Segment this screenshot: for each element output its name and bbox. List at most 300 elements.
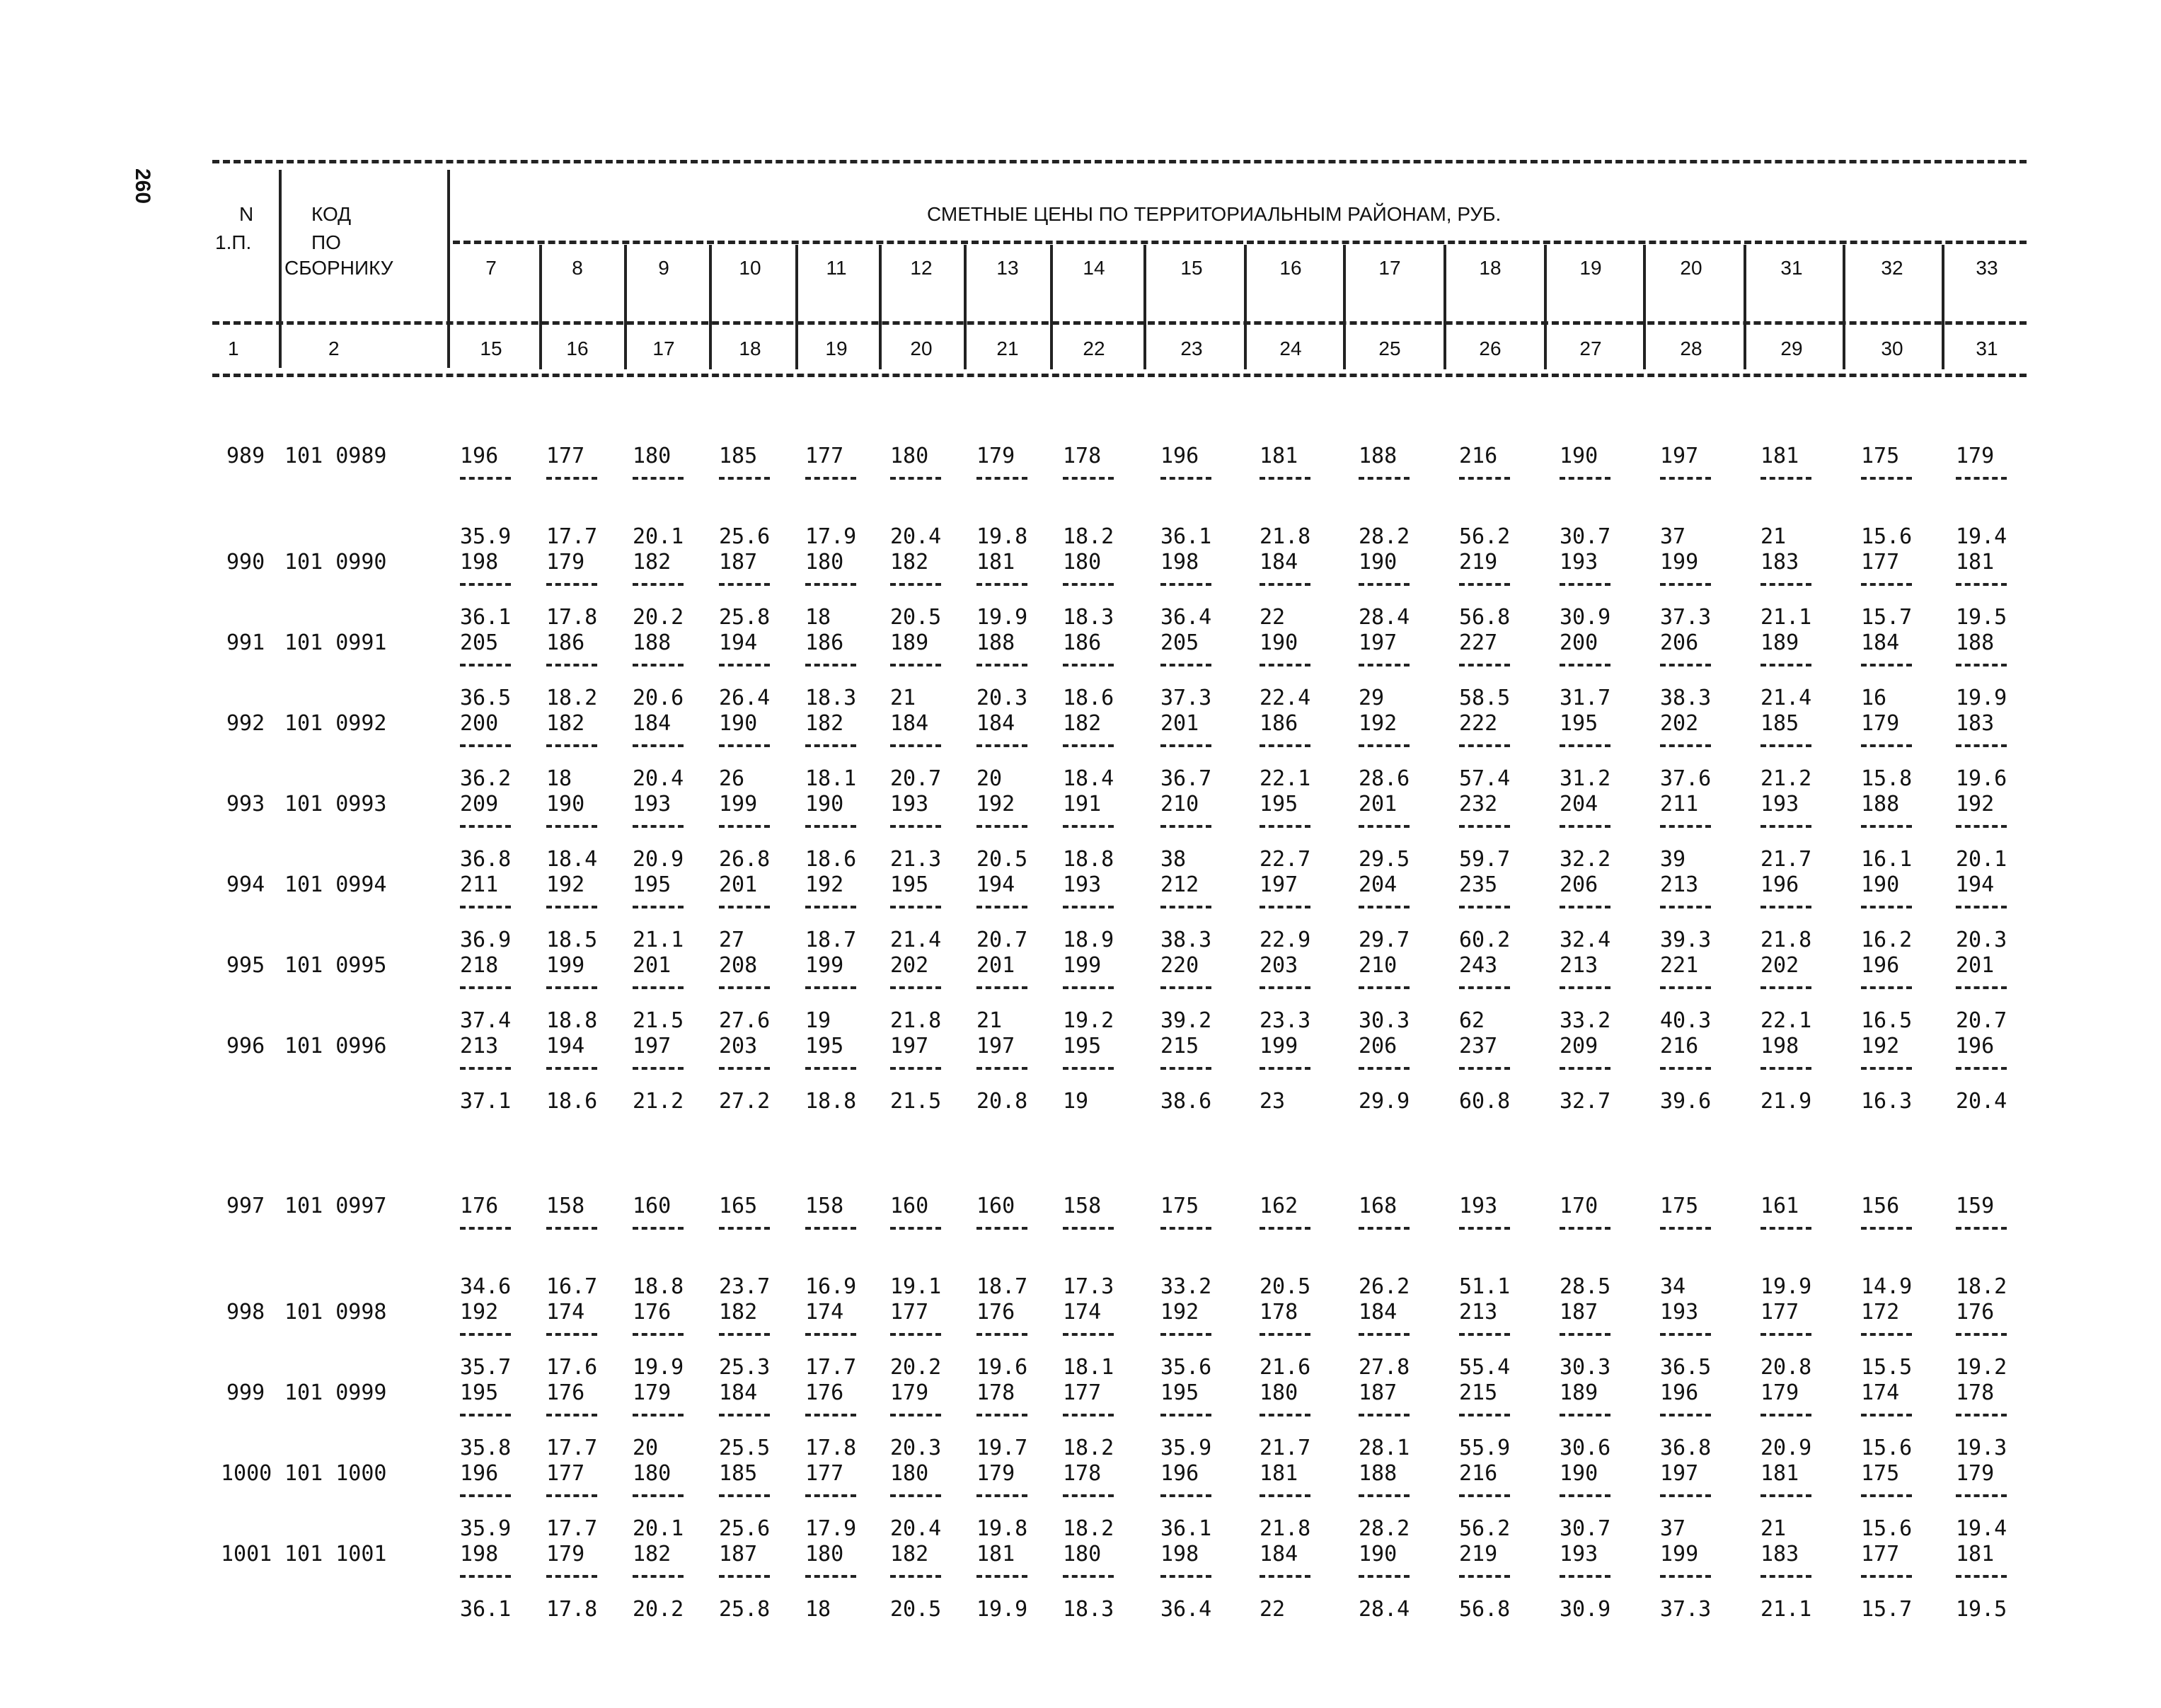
fraction-bar — [546, 986, 597, 989]
fraction-bar — [1063, 1414, 1114, 1416]
header-index-number: 17 — [652, 337, 675, 359]
fraction-bar — [1660, 986, 1711, 989]
fraction-bar — [1459, 1227, 1510, 1230]
fraction-value: 21.8 — [1761, 928, 1812, 952]
price-value: 174 — [1861, 1380, 1900, 1405]
fraction-value: 34 — [1660, 1274, 1686, 1299]
fraction-value: 39 — [1660, 847, 1686, 872]
fraction-bar — [976, 1494, 1027, 1497]
fraction-bar — [719, 1227, 770, 1230]
header-index-rule — [212, 321, 2027, 325]
price-value: 195 — [805, 1034, 844, 1058]
fraction-bar — [1861, 1333, 1912, 1336]
price-value: 183 — [1761, 550, 1799, 575]
fraction-value: 55.9 — [1459, 1436, 1511, 1460]
fraction-value: 21.7 — [1260, 1436, 1311, 1460]
fraction-bar — [719, 1333, 770, 1336]
fraction-value: 40.3 — [1660, 1008, 1712, 1033]
price-value: 197 — [1260, 872, 1298, 897]
price-value: 179 — [1956, 1461, 1995, 1486]
fraction-bar — [890, 1494, 941, 1497]
row-number: 992 — [226, 711, 265, 736]
header-column-divider — [1643, 245, 1646, 369]
fraction-value: 20.2 — [633, 605, 684, 630]
fraction-bar — [1260, 1575, 1310, 1578]
fraction-bar — [1761, 1414, 1811, 1416]
price-value: 216 — [1660, 1034, 1699, 1058]
price-value: 189 — [1560, 1380, 1598, 1405]
price-value: 188 — [1861, 792, 1900, 817]
fraction-bar — [460, 1575, 511, 1578]
price-value: 199 — [546, 953, 585, 978]
fraction-bar — [1359, 1414, 1410, 1416]
fraction-value: 25.8 — [719, 1597, 771, 1622]
price-value: 158 — [1063, 1194, 1102, 1218]
row-code: 101 0996 — [284, 1034, 387, 1058]
price-value: 181 — [1761, 444, 1799, 468]
fraction-value: 31.7 — [1560, 686, 1611, 710]
fraction-value: 20.3 — [976, 686, 1028, 710]
fraction-value: 18.2 — [1063, 524, 1114, 549]
fraction-bar — [805, 664, 856, 667]
fraction-value: 18.2 — [1063, 1516, 1114, 1541]
header-top-rule — [212, 160, 2027, 163]
fraction-bar — [633, 906, 684, 908]
fraction-bar — [1359, 906, 1410, 908]
fraction-bar — [1761, 477, 1811, 480]
price-value: 187 — [719, 1542, 758, 1566]
price-value: 193 — [1761, 792, 1799, 817]
fraction-value: 19.7 — [976, 1436, 1028, 1460]
fraction-bar — [1660, 1575, 1711, 1578]
fraction-bar — [1359, 744, 1410, 747]
fraction-bar — [1861, 906, 1912, 908]
fraction-value: 15.5 — [1861, 1355, 1913, 1380]
fraction-bar — [1956, 1333, 2007, 1336]
fraction-value: 17.7 — [805, 1355, 857, 1380]
fraction-bar — [976, 1575, 1027, 1578]
fraction-bar — [633, 583, 684, 586]
price-value: 179 — [546, 550, 585, 575]
fraction-bar — [805, 1414, 856, 1416]
fraction-bar — [1260, 1494, 1310, 1497]
price-value: 195 — [1063, 1034, 1102, 1058]
header-region-number: 10 — [739, 257, 761, 279]
fraction-bar — [633, 825, 684, 828]
fraction-bar — [1160, 744, 1211, 747]
fraction-bar — [1956, 906, 2007, 908]
header-index-number: 20 — [910, 337, 933, 359]
price-value: 177 — [1861, 550, 1900, 575]
fraction-bar — [633, 1227, 684, 1230]
fraction-value: 27.6 — [719, 1008, 771, 1033]
fraction-value: 20.2 — [633, 1597, 684, 1622]
fraction-bar — [890, 825, 941, 828]
fraction-bar — [805, 825, 856, 828]
price-value: 159 — [1956, 1194, 1995, 1218]
fraction-value: 27.2 — [719, 1089, 771, 1114]
row-code: 101 1001 — [284, 1542, 387, 1566]
fraction-bar — [1861, 1067, 1912, 1070]
fraction-bar — [1761, 583, 1811, 586]
header-column-divider — [964, 245, 967, 369]
fraction-value: 21.7 — [1761, 847, 1812, 872]
fraction-value: 15.6 — [1861, 1516, 1913, 1541]
fraction-bar — [1260, 583, 1310, 586]
fraction-value: 38 — [1160, 847, 1187, 872]
fraction-value: 20.9 — [1761, 1436, 1812, 1460]
price-value: 227 — [1459, 630, 1498, 655]
fraction-value: 16.2 — [1861, 928, 1913, 952]
price-value: 196 — [460, 1461, 499, 1486]
fraction-value: 18.6 — [1063, 686, 1114, 710]
fraction-value: 29.9 — [1359, 1089, 1410, 1114]
fraction-value: 20.7 — [1956, 1008, 2007, 1033]
page-number: 260 — [131, 168, 154, 204]
fraction-value: 18.2 — [1956, 1274, 2007, 1299]
fraction-bar — [1560, 1067, 1610, 1070]
price-value: 194 — [976, 872, 1015, 897]
fraction-value: 19.6 — [976, 1355, 1028, 1380]
price-value: 206 — [1560, 872, 1598, 897]
price-value: 185 — [1761, 711, 1799, 736]
fraction-value: 37.3 — [1660, 1597, 1712, 1622]
price-value: 186 — [546, 630, 585, 655]
fraction-bar — [1660, 477, 1711, 480]
price-value: 200 — [1560, 630, 1598, 655]
fraction-value: 35.9 — [1160, 1436, 1212, 1460]
fraction-value: 20.4 — [633, 766, 684, 791]
fraction-value: 17.9 — [805, 524, 857, 549]
price-value: 180 — [890, 444, 929, 468]
price-value: 176 — [1956, 1300, 1995, 1325]
price-value: 176 — [460, 1194, 499, 1218]
fraction-value: 20.4 — [1956, 1089, 2007, 1114]
fraction-bar — [976, 1414, 1027, 1416]
fraction-value: 29 — [1359, 686, 1385, 710]
fraction-bar — [1063, 1575, 1114, 1578]
fraction-value: 18.9 — [1063, 928, 1114, 952]
header-column-divider — [1942, 245, 1944, 369]
fraction-bar — [1861, 583, 1912, 586]
price-value: 197 — [1660, 1461, 1699, 1486]
price-value: 160 — [890, 1194, 929, 1218]
fraction-bar — [1459, 744, 1510, 747]
fraction-bar — [1761, 1494, 1811, 1497]
fraction-value: 19.5 — [1956, 605, 2007, 630]
fraction-bar — [460, 986, 511, 989]
fraction-value: 23.3 — [1260, 1008, 1311, 1033]
fraction-bar — [1063, 1067, 1114, 1070]
fraction-bar — [546, 1414, 597, 1416]
fraction-value: 36.4 — [1160, 1597, 1212, 1622]
header-index-number: 28 — [1680, 337, 1702, 359]
price-value: 180 — [805, 1542, 844, 1566]
price-value: 185 — [719, 1461, 758, 1486]
fraction-value: 62 — [1459, 1008, 1485, 1033]
fraction-value: 19.9 — [1956, 686, 2007, 710]
price-value: 204 — [1359, 872, 1398, 897]
fraction-value: 18.4 — [546, 847, 598, 872]
price-value: 175 — [1861, 1461, 1900, 1486]
fraction-value: 20.1 — [1956, 847, 2007, 872]
row-number: 990 — [226, 550, 265, 575]
row-number: 999 — [226, 1380, 265, 1405]
fraction-value: 18.5 — [546, 928, 598, 952]
price-value: 190 — [1359, 550, 1398, 575]
fraction-bar — [1861, 1575, 1912, 1578]
price-value: 205 — [460, 630, 499, 655]
fraction-bar — [890, 1575, 941, 1578]
price-value: 199 — [1660, 550, 1699, 575]
fraction-bar — [1160, 1575, 1211, 1578]
fraction-value: 19.8 — [976, 524, 1028, 549]
price-value: 179 — [976, 444, 1015, 468]
price-value: 210 — [1359, 953, 1398, 978]
header-region-number: 13 — [996, 257, 1019, 279]
fraction-value: 18.8 — [633, 1274, 684, 1299]
fraction-bar — [1160, 1067, 1211, 1070]
fraction-value: 17.8 — [546, 605, 598, 630]
price-value: 176 — [633, 1300, 672, 1325]
fraction-bar — [890, 986, 941, 989]
price-value: 198 — [1160, 550, 1199, 575]
fraction-bar — [1956, 986, 2007, 989]
row-code: 101 1000 — [284, 1461, 387, 1486]
price-value: 181 — [976, 550, 1015, 575]
row-number: 1000 — [221, 1461, 272, 1486]
price-value: 197 — [633, 1034, 672, 1058]
fraction-bar — [805, 477, 856, 480]
fraction-value: 18.6 — [805, 847, 857, 872]
price-value: 193 — [1660, 1300, 1699, 1325]
price-value: 182 — [719, 1300, 758, 1325]
price-value: 198 — [1160, 1542, 1199, 1566]
price-value: 184 — [1260, 1542, 1298, 1566]
fraction-value: 32.4 — [1560, 928, 1611, 952]
fraction-value: 39.2 — [1160, 1008, 1212, 1033]
price-value: 215 — [1160, 1034, 1199, 1058]
header-divider-kod — [447, 170, 450, 368]
fraction-bar — [1063, 906, 1114, 908]
price-value: 213 — [1459, 1300, 1498, 1325]
fraction-bar — [633, 664, 684, 667]
fraction-value: 21 — [976, 1008, 1003, 1033]
price-value: 176 — [805, 1380, 844, 1405]
fraction-value: 18 — [546, 766, 572, 791]
price-value: 209 — [460, 792, 499, 817]
fraction-value: 33.2 — [1560, 1008, 1611, 1033]
price-value: 185 — [719, 444, 758, 468]
fraction-bar — [546, 1575, 597, 1578]
price-value: 182 — [805, 711, 844, 736]
price-value: 184 — [890, 711, 929, 736]
price-value: 202 — [1761, 953, 1799, 978]
price-value: 193 — [890, 792, 929, 817]
price-value: 193 — [633, 792, 672, 817]
price-value: 182 — [633, 550, 672, 575]
fraction-value: 19.2 — [1956, 1355, 2007, 1380]
fraction-value: 18.3 — [805, 686, 857, 710]
price-value: 184 — [976, 711, 1015, 736]
fraction-bar — [546, 1494, 597, 1497]
header-col-kod: КОД — [311, 203, 352, 225]
fraction-value: 35.7 — [460, 1355, 512, 1380]
price-value: 179 — [546, 1542, 585, 1566]
price-value: 237 — [1459, 1034, 1498, 1058]
price-value: 180 — [1063, 550, 1102, 575]
header-region-number: 14 — [1083, 257, 1105, 279]
price-value: 192 — [976, 792, 1015, 817]
fraction-value: 22 — [1260, 1597, 1286, 1622]
fraction-bar — [1560, 986, 1610, 989]
fraction-bar — [633, 477, 684, 480]
fraction-value: 37.1 — [460, 1089, 512, 1114]
fraction-value: 51.1 — [1459, 1274, 1511, 1299]
price-value: 180 — [633, 444, 672, 468]
fraction-bar — [1260, 477, 1310, 480]
fraction-bar — [1160, 477, 1211, 480]
fraction-value: 20.5 — [1260, 1274, 1311, 1299]
fraction-value: 17.7 — [546, 1516, 598, 1541]
fraction-value: 36.2 — [460, 766, 512, 791]
price-value: 197 — [1660, 444, 1699, 468]
fraction-bar — [1260, 1227, 1310, 1230]
fraction-bar — [460, 1333, 511, 1336]
fraction-value: 20.3 — [890, 1436, 942, 1460]
price-value: 190 — [805, 792, 844, 817]
fraction-value: 17.8 — [805, 1436, 857, 1460]
price-value: 160 — [633, 1194, 672, 1218]
fraction-bar — [1660, 583, 1711, 586]
fraction-value: 21.8 — [890, 1008, 942, 1033]
row-number: 994 — [226, 872, 265, 897]
fraction-value: 26.4 — [719, 686, 771, 710]
fraction-value: 22.7 — [1260, 847, 1311, 872]
price-value: 180 — [1260, 1380, 1298, 1405]
header-column-divider — [539, 245, 542, 369]
fraction-bar — [1063, 1494, 1114, 1497]
fraction-bar — [976, 664, 1027, 667]
fraction-value: 30.9 — [1560, 1597, 1611, 1622]
fraction-bar — [1861, 477, 1912, 480]
header-column-divider — [1744, 245, 1746, 369]
fraction-value: 22.4 — [1260, 686, 1311, 710]
fraction-value: 26 — [719, 766, 745, 791]
fraction-bar — [719, 1414, 770, 1416]
fraction-value: 21.1 — [633, 928, 684, 952]
price-value: 177 — [1063, 1380, 1102, 1405]
fraction-value: 38.6 — [1160, 1089, 1212, 1114]
price-value: 194 — [719, 630, 758, 655]
fraction-bar — [1761, 906, 1811, 908]
price-value: 193 — [1063, 872, 1102, 897]
fraction-value: 19.4 — [1956, 524, 2007, 549]
price-value: 193 — [1560, 1542, 1598, 1566]
fraction-value: 30.9 — [1560, 605, 1611, 630]
fraction-bar — [976, 583, 1027, 586]
price-value: 213 — [1660, 872, 1699, 897]
fraction-value: 20.1 — [633, 1516, 684, 1541]
fraction-bar — [805, 583, 856, 586]
header-region-number: 8 — [572, 257, 583, 279]
fraction-bar — [890, 1333, 941, 1336]
price-value: 181 — [1260, 444, 1298, 468]
price-value: 218 — [460, 953, 499, 978]
fraction-bar — [1560, 825, 1610, 828]
fraction-value: 16.5 — [1861, 1008, 1913, 1033]
fraction-value: 22 — [1260, 605, 1286, 630]
fraction-bar — [805, 1494, 856, 1497]
fraction-value: 15.6 — [1861, 524, 1913, 549]
header-index-number: 25 — [1378, 337, 1401, 359]
header-col-sborniku: СБОРНИКУ — [284, 257, 393, 279]
price-value: 181 — [976, 1542, 1015, 1566]
price-value: 213 — [460, 1034, 499, 1058]
fraction-bar — [1160, 1414, 1211, 1416]
fraction-value: 22.9 — [1260, 928, 1311, 952]
row-number: 993 — [226, 792, 265, 817]
price-value: 201 — [976, 953, 1015, 978]
fraction-value: 32.2 — [1560, 847, 1611, 872]
fraction-value: 19.9 — [1761, 1274, 1812, 1299]
fraction-bar — [1359, 1494, 1410, 1497]
price-value: 196 — [1861, 953, 1900, 978]
fraction-value: 18.8 — [1063, 847, 1114, 872]
fraction-value: 18.7 — [805, 928, 857, 952]
fraction-bar — [1861, 1227, 1912, 1230]
price-value: 188 — [633, 630, 672, 655]
header-region-number: 32 — [1881, 257, 1903, 279]
price-value: 178 — [1063, 444, 1102, 468]
fraction-value: 21.6 — [1260, 1355, 1311, 1380]
header-index-number: 16 — [566, 337, 589, 359]
price-value: 203 — [1260, 953, 1298, 978]
row-number: 995 — [226, 953, 265, 978]
row-code: 101 0990 — [284, 550, 387, 575]
price-value: 182 — [890, 1542, 929, 1566]
header-index-number: 19 — [825, 337, 848, 359]
fraction-bar — [1761, 1227, 1811, 1230]
price-value: 177 — [805, 444, 844, 468]
price-value: 201 — [1160, 711, 1199, 736]
fraction-bar — [633, 1333, 684, 1336]
fraction-bar — [805, 1333, 856, 1336]
price-value: 221 — [1660, 953, 1699, 978]
fraction-value: 18.6 — [546, 1089, 598, 1114]
price-value: 188 — [1956, 630, 1995, 655]
header-index-2: 2 — [328, 337, 340, 359]
price-value: 197 — [976, 1034, 1015, 1058]
header-column-divider — [795, 245, 798, 369]
fraction-value: 21.1 — [1761, 1597, 1812, 1622]
fraction-bar — [1956, 744, 2007, 747]
fraction-bar — [1063, 825, 1114, 828]
fraction-bar — [1160, 1227, 1211, 1230]
price-value: 179 — [976, 1461, 1015, 1486]
price-value: 156 — [1861, 1194, 1900, 1218]
fraction-bar — [976, 1227, 1027, 1230]
price-value: 220 — [1160, 953, 1199, 978]
fraction-bar — [890, 1067, 941, 1070]
fraction-value: 30.6 — [1560, 1436, 1611, 1460]
fraction-bar — [719, 583, 770, 586]
fraction-bar — [1459, 825, 1510, 828]
fraction-value: 25.5 — [719, 1436, 771, 1460]
header-column-divider — [624, 245, 627, 369]
fraction-bar — [1359, 664, 1410, 667]
fraction-bar — [460, 825, 511, 828]
